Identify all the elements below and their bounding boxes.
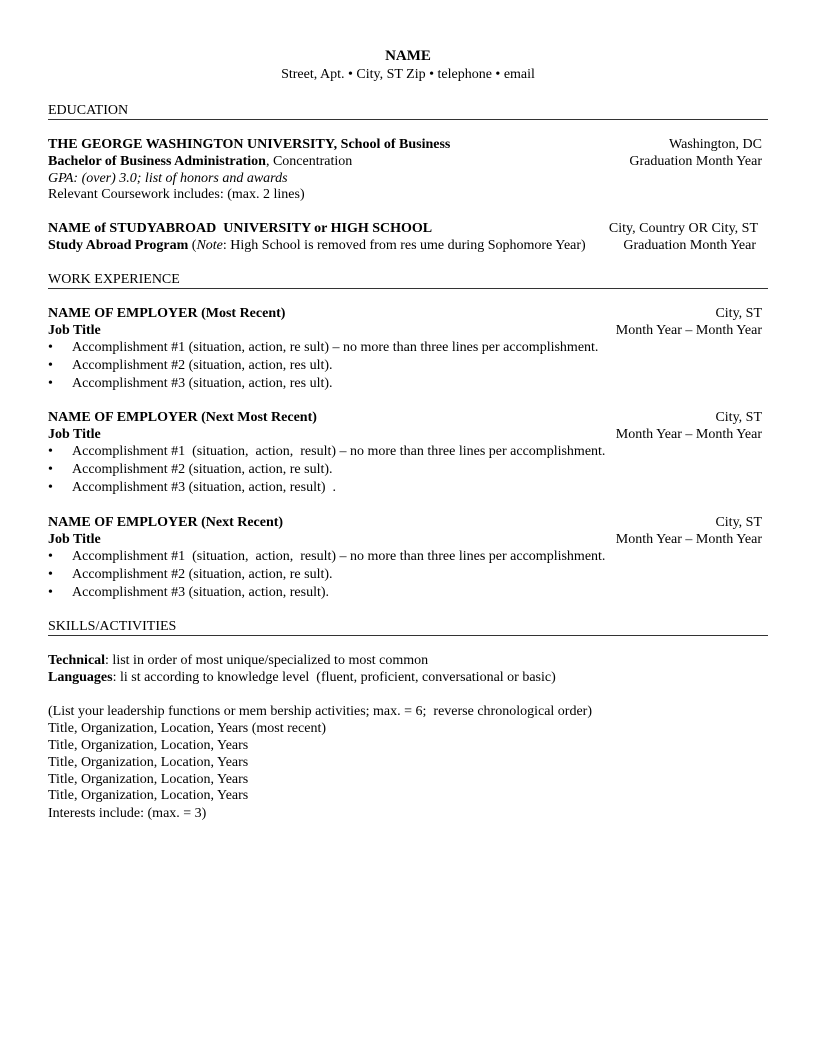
job-title: Job Title: [48, 532, 101, 547]
job-employer-row: [48, 409, 762, 426]
bullet-icon: •: [48, 462, 53, 477]
activity-item: Title, Organization, Location, Years: [48, 788, 249, 803]
job-title-row: [48, 322, 762, 339]
bullet-icon: •: [48, 358, 53, 373]
education-heading: EDUCATION: [48, 103, 129, 118]
study-abroad-school: NAME of STUDYABROAD UNIVERSITY or HIGH SCHOOL: [48, 221, 433, 236]
degree: Bachelor of Business Administration, Concentration: [48, 154, 353, 169]
school-location: Washington, DC: [669, 137, 762, 152]
accomplishment-item: • Accomplishment #3 (situation, action, result).: [48, 585, 330, 600]
study-abroad-program: Study Abroad Program (Note: High School is removed from res ume during Sophomore Year): [48, 238, 586, 253]
study-abroad-program-row: [48, 237, 762, 254]
job-title: Job Title: [48, 427, 101, 442]
work-divider: [48, 288, 768, 289]
study-abroad-school-row: [48, 220, 762, 237]
skills-divider: [48, 635, 768, 636]
employer-name: NAME OF EMPLOYER (Most Recent): [48, 306, 286, 321]
job-title: Job Title: [48, 323, 101, 338]
graduation-date: Graduation Month Year: [629, 154, 762, 169]
languages-line: Languages: li st according to knowledge level (fluent, proficient, conversational or basic): [48, 670, 556, 685]
accomplishment-item: • Accomplishment #2 (situation, action, re sult).: [48, 462, 333, 477]
accomplishment-item: • Accomplishment #1 (situation, action, re sult) – no more than three lines per accomplishment.: [48, 340, 599, 355]
job-dates: Month Year – Month Year: [615, 323, 762, 338]
job-employer-row: [48, 305, 762, 322]
education-divider: [48, 119, 768, 120]
accomplishment-item: • Accomplishment #1 (situation, action, result) – no more than three lines per accomplishment.: [48, 444, 606, 459]
skills-heading: SKILLS/ACTIVITIES: [48, 619, 177, 634]
education-entry-school-row: [48, 136, 762, 153]
activities-note: (List your leadership functions or mem bership activities; max. = 6; reverse chronological order): [48, 704, 593, 719]
job-dates: Month Year – Month Year: [615, 532, 762, 547]
coursework-line: Relevant Coursework includes: (max. 2 lines): [48, 187, 305, 202]
bullet-icon: •: [48, 480, 53, 495]
bullet-icon: •: [48, 549, 53, 564]
bullet-icon: •: [48, 340, 53, 355]
study-abroad-location: City, Country OR City, ST: [608, 221, 758, 236]
job-title-row: [48, 531, 762, 548]
contact-line: Street, Apt. • City, ST Zip • telephone • email: [281, 67, 535, 82]
education-entry-degree-row: [48, 153, 762, 170]
job-dates: Month Year – Month Year: [615, 427, 762, 442]
bullet-icon: •: [48, 376, 53, 391]
activity-item: Title, Organization, Location, Years: [48, 772, 249, 787]
accomplishment-item: • Accomplishment #2 (situation, action, re sult).: [48, 567, 333, 582]
accomplishment-item: • Accomplishment #3 (situation, action, res ult).: [48, 376, 333, 391]
bullet-icon: •: [48, 567, 53, 582]
employer-name: NAME OF EMPLOYER (Next Recent): [48, 515, 284, 530]
bullet-icon: •: [48, 585, 53, 600]
activity-item: Title, Organization, Location, Years (most recent): [48, 721, 327, 736]
job-location: City, ST: [715, 410, 762, 425]
work-heading: WORK EXPERIENCE: [48, 272, 180, 287]
gpa-line: GPA: (over) 3.0; list of honors and awards: [48, 171, 288, 186]
accomplishment-item: • Accomplishment #1 (situation, action, result) – no more than three lines per accomplishment.: [48, 549, 606, 564]
bullet-icon: •: [48, 444, 53, 459]
job-title-row: [48, 426, 762, 443]
interests-line: Interests include: (max. = 3): [48, 806, 207, 821]
job-location: City, ST: [715, 515, 762, 530]
technical-skills-line: Technical: list in order of most unique/specialized to most common: [48, 653, 429, 668]
accomplishment-item: • Accomplishment #2 (situation, action, res ult).: [48, 358, 333, 373]
job-employer-row: [48, 514, 762, 531]
school-name: THE GEORGE WASHINGTON UNIVERSITY, School of Business: [48, 137, 451, 152]
activity-item: Title, Organization, Location, Years: [48, 755, 249, 770]
accomplishment-item: • Accomplishment #3 (situation, action, result) .: [48, 480, 337, 495]
activity-item: Title, Organization, Location, Years: [48, 738, 249, 753]
resume-name: NAME: [385, 48, 431, 64]
job-location: City, ST: [715, 306, 762, 321]
employer-name: NAME OF EMPLOYER (Next Most Recent): [48, 410, 317, 425]
study-abroad-date: Graduation Month Year: [623, 238, 756, 253]
